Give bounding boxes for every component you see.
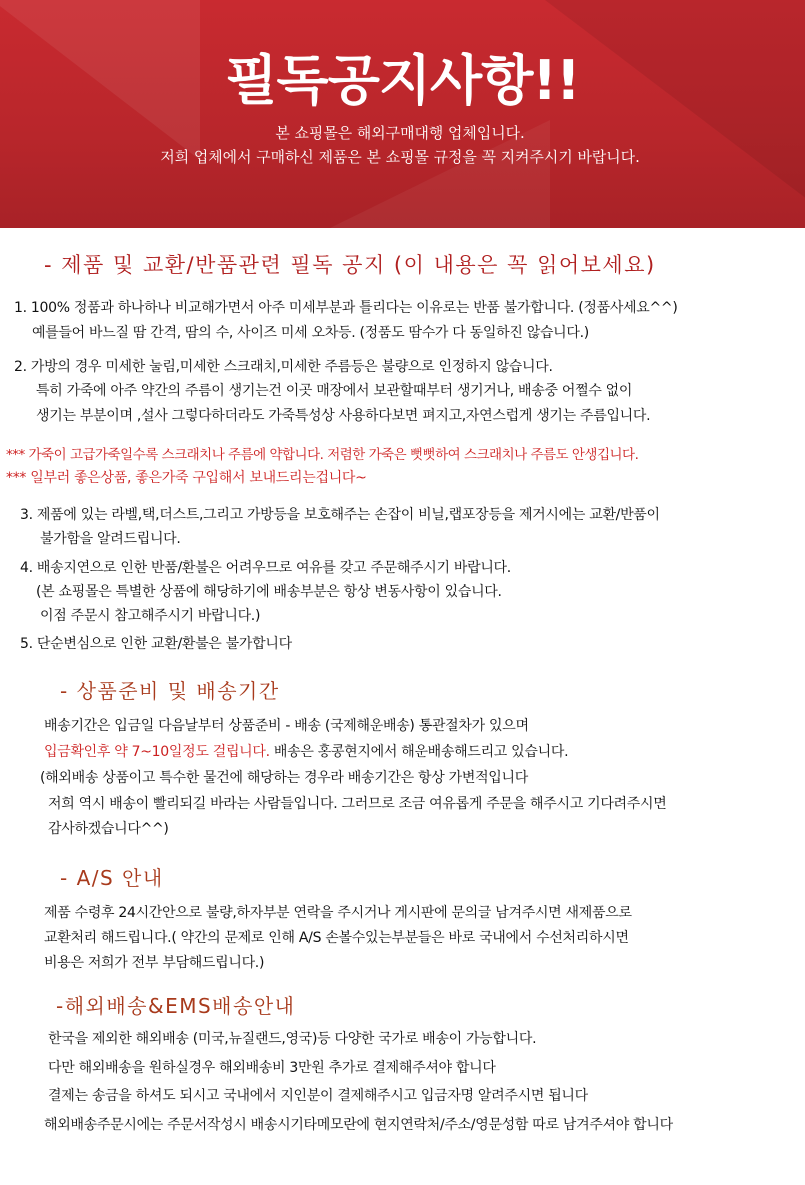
notice-item-4-detail: 이점 주문시 참고해주시기 바랍니다.) <box>40 608 261 624</box>
shipping-text: 저희 역시 배송이 빨리되길 바라는 사람들입니다. 그러므로 조금 여유롭게 주문을 해주시고 기다려주시면 <box>48 796 667 812</box>
shipping-heading: - 상품준비 및 배송기간 <box>60 679 280 703</box>
notice-heading: - 제품 및 교환/반품관련 필독 공지 (이 내용은 꼭 읽어보세요) <box>44 253 656 277</box>
as-text: 제품 수령후 24시간안으로 불량,하자부분 연락을 주시거나 게시판에 문의글 남겨주시면 새제품으로 <box>44 905 632 921</box>
shipping-text: (해외배송 상품이고 특수한 물건에 해당하는 경우라 배송기간은 항상 가변적입니다 <box>40 770 528 786</box>
as-text: 비용은 저희가 전부 부담해드립니다.) <box>44 955 265 971</box>
notice-item-3-detail: 불가함을 알려드립니다. <box>40 531 181 547</box>
overseas-text: 결제는 송금을 하셔도 되시고 국내에서 지인분이 결제해주시고 입금자명 알려주시면 됩니다 <box>48 1088 588 1104</box>
leather-warning: *** 가죽이 고급가죽일수록 스크래치나 주름에 약합니다. 저렴한 가죽은 뻣뻣하여 스크래치나 주름도 안생깁니다. <box>6 447 639 463</box>
notice-item-3: 3. 제품에 있는 라벨,택,더스트,그리고 가방등을 보호해주는 손잡이 비닐,랩포장등을 제거시에는 교환/반품이 <box>20 507 660 523</box>
notice-item-1: 1. 100% 정품과 하나하나 비교해가면서 아주 미세부분과 틀리다는 이유로는 반품 불가합니다. (정품사세요^^) <box>14 300 678 316</box>
shipping-period-text: 배송은 홍콩현지에서 해운배송해드리고 있습니다. <box>269 744 569 760</box>
shipping-period <box>44 741 568 761</box>
banner-subtitle-1: 본 쇼핑몰은 해외구매대행 업체입니다. <box>275 124 525 142</box>
banner-subtitle-2: 저희 업체에서 구매하신 제품은 본 쇼핑몰 규정을 꼭 지켜주시기 바랍니다. <box>160 148 640 166</box>
shipping-text: 감사하겠습니다^^) <box>48 821 169 837</box>
shipping-period-highlight: 입금확인후 약 7~10일정도 걸립니다. <box>44 744 270 760</box>
banner-title: 필독공지사항!! <box>225 49 580 112</box>
overseas-text: 다만 해외배송을 원하실경우 해외배송비 3만원 추가로 결제해주셔야 합니다 <box>48 1060 496 1076</box>
notice-item-1-detail: 예를들어 바느질 땀 간격, 땀의 수, 사이즈 미세 오차등. (정품도 땀수가 다 동일하진 않습니다.) <box>32 325 589 341</box>
notice-item-2: 2. 가방의 경우 미세한 눌림,미세한 스크래치,미세한 주름등은 불량으로 인정하지 않습니다. <box>14 359 553 375</box>
overseas-text: 한국을 제외한 해외배송 (미국,뉴질랜드,영국)등 다양한 국가로 배송이 가능합니다. <box>48 1031 537 1047</box>
as-heading: - A/S 안내 <box>60 866 164 890</box>
notice-banner <box>0 0 805 228</box>
leather-warning: *** 일부러 좋은상품, 좋은가죽 구입해서 보내드리는겁니다~ <box>6 470 367 486</box>
overseas-text: 해외배송주문시에는 주문서작성시 배송시기타메모란에 현지연락처/주소/영문성함 따로 남겨주셔야 합니다 <box>44 1117 673 1133</box>
shipping-text: 배송기간은 입금일 다음날부터 상품준비 - 배송 (국제해운배송) 통관절차가 있으며 <box>44 718 529 734</box>
overseas-heading: -해외배송&EMS배송안내 <box>56 994 296 1018</box>
notice-item-2-detail: 특히 가죽에 아주 약간의 주름이 생기는건 이곳 매장에서 보관할때부터 생기거나, 배송중 어쩔수 없이 <box>36 383 633 399</box>
notice-item-4-detail: (본 쇼핑몰은 특별한 상품에 해당하기에 배송부분은 항상 변동사항이 있습니다. <box>36 584 502 600</box>
notice-item-4: 4. 배송지연으로 인한 반품/환불은 어려우므로 여유를 갖고 주문해주시기 바랍니다. <box>20 560 511 576</box>
notice-item-2-detail: 생기는 부분이며 ,설사 그렇다하더라도 가죽특성상 사용하다보면 펴지고,자연스럽게 생기는 주름입니다. <box>36 408 651 424</box>
as-text: 교환처리 해드립니다.( 약간의 문제로 인해 A/S 손볼수있는부분들은 바로 국내에서 수선처리하시면 <box>44 930 629 946</box>
notice-item-5: 5. 단순변심으로 인한 교환/환불은 불가합니다 <box>20 636 292 652</box>
